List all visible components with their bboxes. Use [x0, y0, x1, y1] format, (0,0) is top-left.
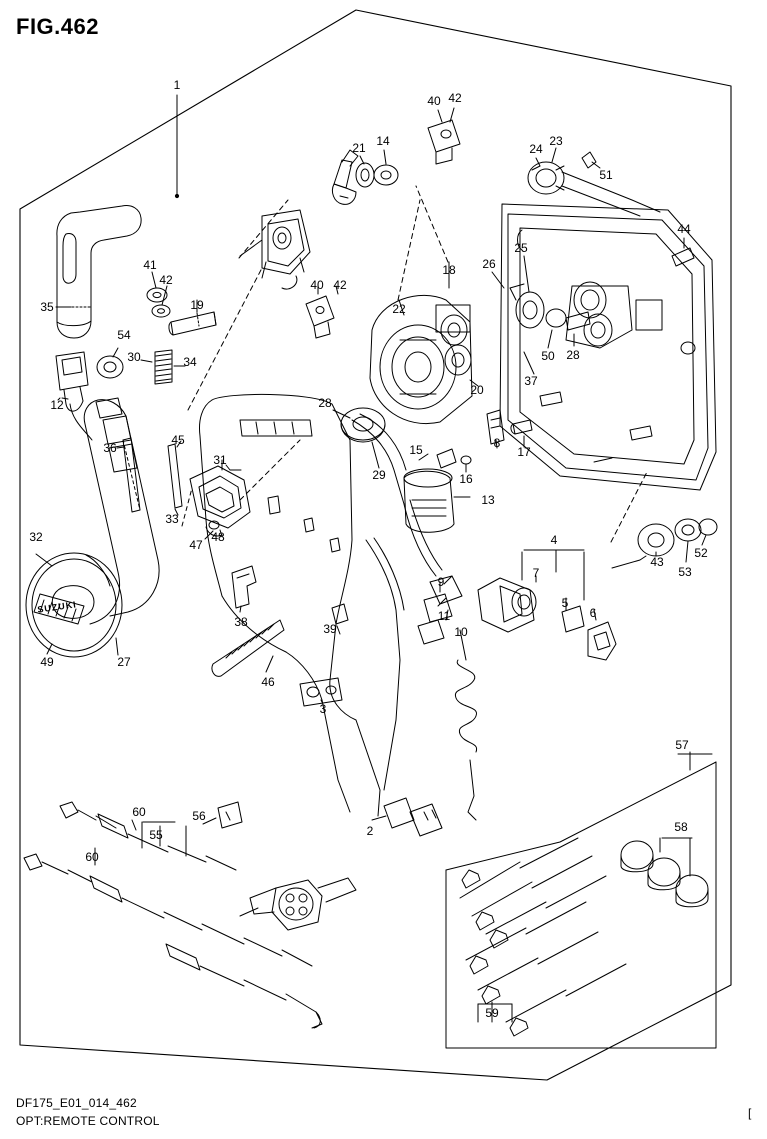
- callout-number: 50: [541, 349, 555, 363]
- callout-number: 29: [372, 468, 386, 482]
- callout-number: 14: [376, 134, 390, 148]
- callout-number: 58: [674, 820, 688, 834]
- callout-number: 7: [532, 566, 540, 580]
- callout-number: 22: [392, 302, 406, 316]
- callout-number: 1: [173, 78, 181, 92]
- callout-number: 42: [159, 273, 173, 287]
- callout-number: 31: [213, 453, 227, 467]
- callout-number: 17: [517, 445, 531, 459]
- callout-number: 33: [165, 512, 179, 526]
- callout-number: 60: [85, 850, 99, 864]
- callout-number: 55: [149, 828, 163, 842]
- callout-number: 46: [261, 675, 275, 689]
- callout-number: 32: [29, 530, 43, 544]
- callout-number: 35: [40, 300, 54, 314]
- callout-number: 21: [352, 141, 366, 155]
- callout-number: 2: [366, 824, 374, 838]
- suzuki-badge: SUZUKI: [36, 599, 78, 615]
- callout-number: 30: [127, 350, 141, 364]
- callout-number: 27: [117, 655, 131, 669]
- callout-number: 42: [448, 91, 462, 105]
- callout-number: 37: [524, 374, 538, 388]
- callout-number: 47: [189, 538, 203, 552]
- callout-number: 53: [678, 565, 692, 579]
- callout-number: 56: [192, 809, 206, 823]
- callout-number: 43: [650, 555, 664, 569]
- callout-number: 13: [481, 493, 495, 507]
- footer-bracket: [: [748, 1106, 752, 1120]
- callout-number: 20: [470, 383, 484, 397]
- footer-title: OPT:REMOTE CONTROL: [16, 1114, 160, 1128]
- callout-number: 40: [310, 278, 324, 292]
- callout-number: 60: [132, 805, 146, 819]
- callout-number: 5: [561, 596, 569, 610]
- callout-number: 38: [234, 615, 248, 629]
- callout-number: 51: [599, 168, 613, 182]
- callout-number: 10: [454, 625, 468, 639]
- callout-number: 23: [549, 134, 563, 148]
- callout-number: 36: [103, 441, 117, 455]
- callout-number: 49: [40, 655, 54, 669]
- callout-number: 45: [171, 433, 185, 447]
- callout-number: 54: [117, 328, 131, 342]
- callout-number: 24: [529, 142, 543, 156]
- footer-code: DF175_E01_014_462: [16, 1096, 137, 1110]
- callout-number: 40: [427, 94, 441, 108]
- callout-number: 15: [409, 443, 423, 457]
- callout-number: 44: [677, 222, 691, 236]
- callout-number: 18: [442, 263, 456, 277]
- callout-number: 48: [211, 530, 225, 544]
- callout-number: 11: [437, 609, 451, 623]
- callout-number: 39: [323, 622, 337, 636]
- callout-number: 9: [437, 575, 445, 589]
- callout-number: 59: [485, 1006, 499, 1020]
- callout-number: 52: [694, 546, 708, 560]
- callout-number: 19: [190, 298, 204, 312]
- callout-number: 34: [183, 355, 197, 369]
- callout-number: 28: [566, 348, 580, 362]
- callout-number: 42: [333, 278, 347, 292]
- callout-number: 8: [493, 436, 501, 450]
- callout-number: 28: [318, 396, 332, 410]
- callout-number: 25: [514, 241, 528, 255]
- callout-number: 4: [550, 533, 558, 547]
- callout-number: 57: [675, 738, 689, 752]
- callout-number: 16: [459, 472, 473, 486]
- callout-number: 12: [50, 398, 64, 412]
- callout-number: 6: [589, 606, 597, 620]
- callout-number: 3: [319, 702, 327, 716]
- callout-number: 41: [143, 258, 157, 272]
- page-title: FIG.462: [16, 14, 99, 39]
- callout-number: 26: [482, 257, 496, 271]
